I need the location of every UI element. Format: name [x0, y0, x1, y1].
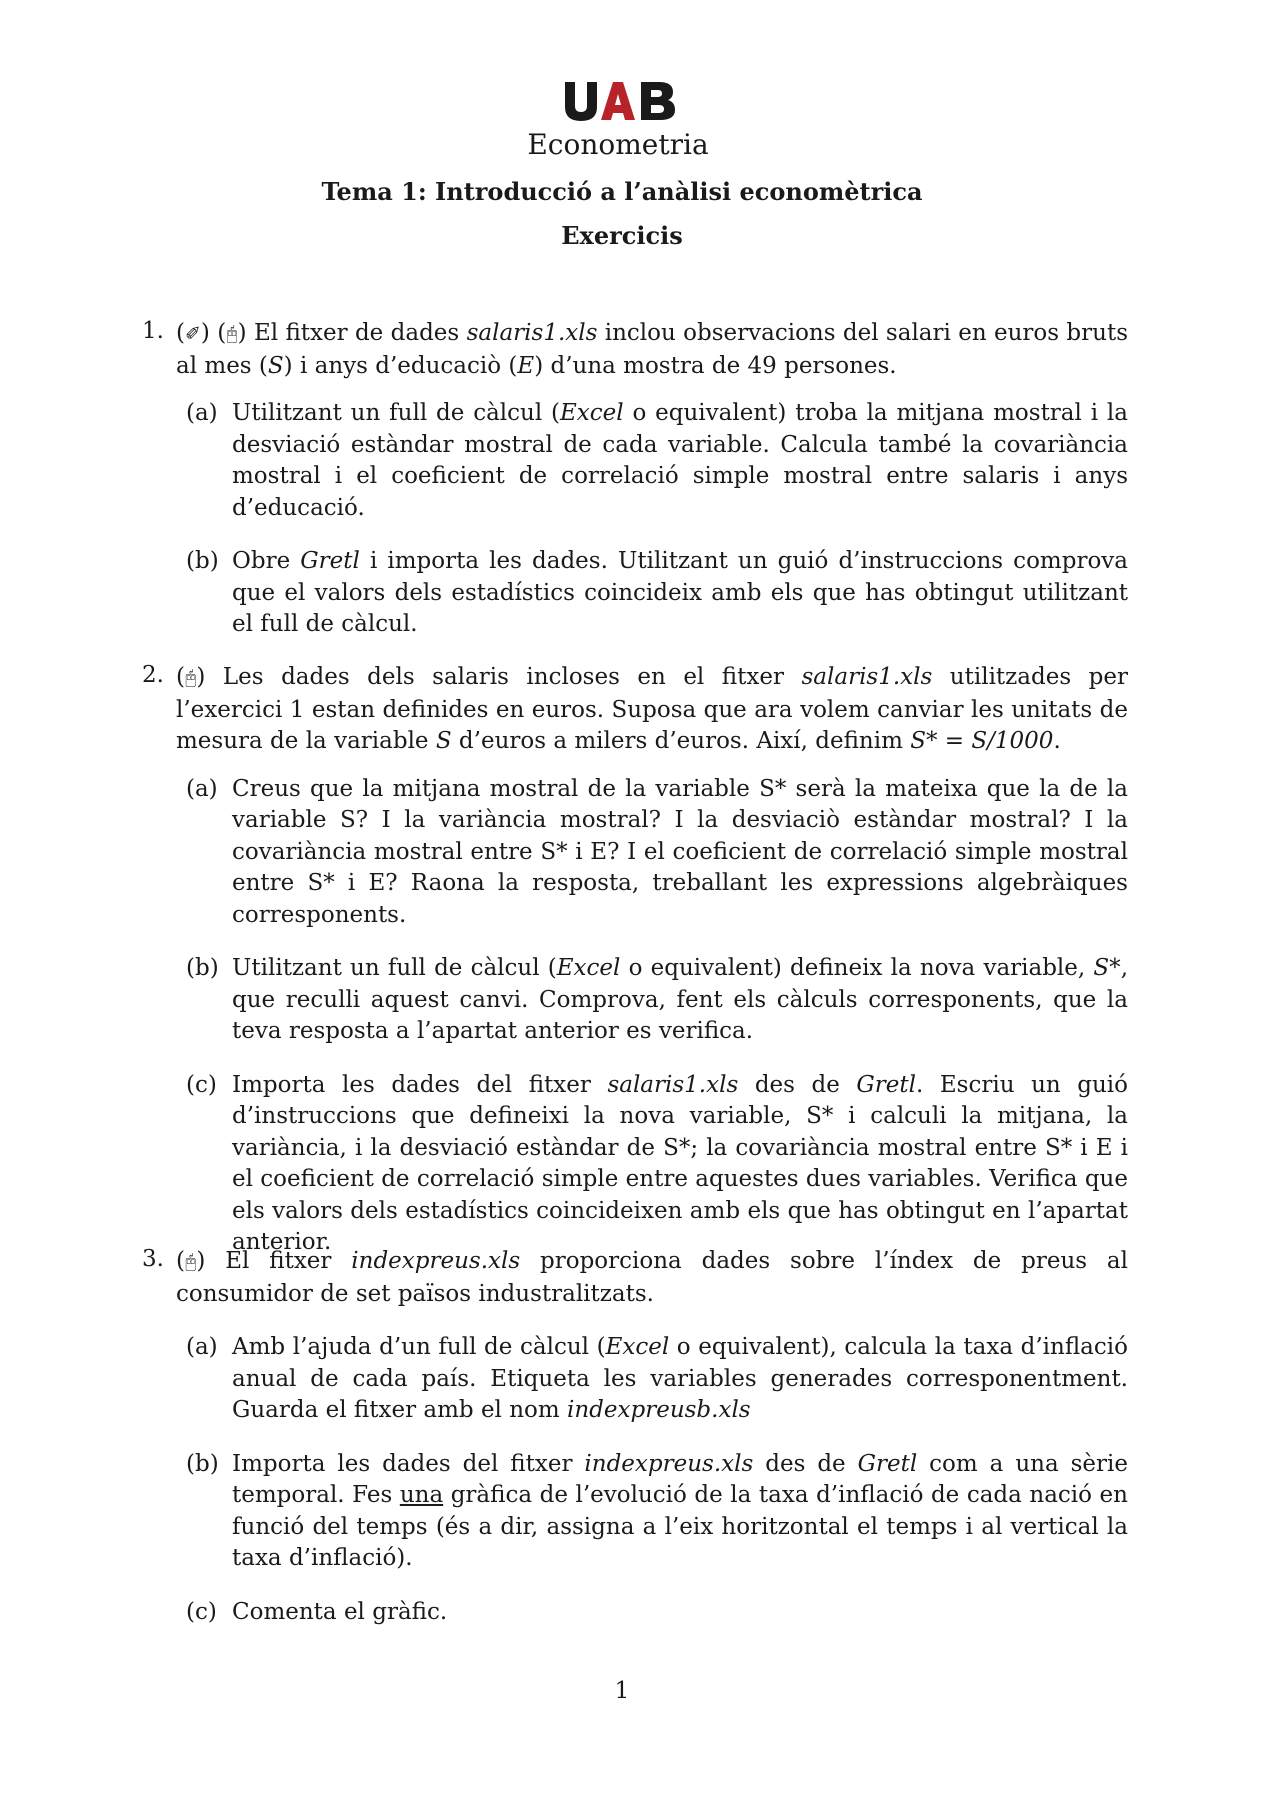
- part-label: (c): [186, 1071, 217, 1098]
- variable: S: [267, 352, 284, 379]
- part-text: Importa les dades del fitxer: [232, 1071, 608, 1098]
- exercise-part: [186, 398, 1128, 524]
- course-title: Econometria: [527, 128, 709, 161]
- exercise-statement: (✐) (🖰) El fitxer de dades salaris1.xls inclou observacions del salari en euros bruts al mes (S) i anys d’educaciò (E) d’una mostra de 49 persones.: [176, 320, 1128, 379]
- app-name: Gretl: [857, 1450, 918, 1477]
- statement-text: .: [1053, 728, 1061, 754]
- computer-icon: 🖰: [184, 667, 197, 689]
- file-name: indexpreus.xls: [351, 1248, 521, 1274]
- part-text: gràfica de l’evolució de la taxa d’inflació de cada nació en funció del temps (és a dir, assigna a l’eix horitzontal el temps i al vertical la taxa d’inflació).: [232, 1482, 1128, 1571]
- part-text: i importa les dades. Utilitzant un guió d’instruccions comprova que el valors dels estadístics coincideix amb els que has obtingut utilitzant el full de càlcul.: [232, 548, 1128, 637]
- exercise-part: [186, 1449, 1128, 1575]
- app-name: Gretl: [856, 1071, 916, 1098]
- part-text: Utilitzant un full de càlcul (: [232, 955, 557, 981]
- page-number: 1: [614, 1678, 630, 1704]
- statement-text: ) i anys d’educaciò (: [283, 352, 518, 379]
- part-label: (b): [186, 955, 219, 981]
- pencil-icon: ✐: [184, 323, 201, 345]
- part-text: des de: [738, 1071, 857, 1098]
- part-text: Amb l’ajuda d’un full de càlcul (: [232, 1334, 606, 1360]
- statement-text: inclou observacions del salari en euros bruts al mes (: [176, 320, 1128, 379]
- file-name: indexpreusb.xls: [567, 1397, 751, 1423]
- app-name: Gretl: [300, 548, 360, 574]
- exercise-number: 2.: [142, 662, 164, 688]
- exercise-1: [142, 318, 1128, 663]
- part-text: o equivalent) defineix la nova variable,: [620, 955, 1094, 981]
- statement-text: ) d’una mostra de 49 persones.: [534, 352, 897, 379]
- statement-text: estan definides en euros. Suposa que ara volem canviar les unitats de mesura de la variable: [176, 696, 1128, 754]
- exercise-part: [186, 1070, 1129, 1259]
- statement-text: d’euros a milers d’euros. Així, definim: [451, 728, 911, 754]
- exercise-statement: (🖰) El fitxer indexpreus.xls proporciona dades sobre l’índex de preus al consumidor de set països industralitzats.: [176, 1248, 1128, 1307]
- exercise-2: [142, 662, 1128, 1281]
- statement-text: utilitzades per l’exercici: [176, 664, 1128, 723]
- app-name: Excel: [605, 1334, 670, 1360]
- computer-icon: 🖰: [226, 323, 238, 345]
- exercise-parts: [142, 1332, 1128, 1628]
- part-text: . Escriu un guió d’instruccions que defineixi la nova variable, S* i calculi la mitjana, la variància, i la desviació estàndar de S*; la covariància mostral entre S* i E i el coeficient de correlació simple entre aquestes dues variables. Verifica que els valors dels estadístics coincideixen amb els que has obtingut en l’apartat anterior.: [232, 1071, 1129, 1255]
- uab-logo: [563, 80, 681, 122]
- uab-logo-mark: [565, 82, 675, 121]
- file-name: salaris1.xls: [607, 1071, 739, 1098]
- part-label: (a): [186, 775, 218, 802]
- statement-text: El fitxer de dades: [253, 320, 467, 346]
- part-label: (b): [186, 548, 219, 574]
- part-text: Importa les dades del fitxer: [232, 1450, 585, 1477]
- exercise-reference-link[interactable]: 1: [289, 696, 305, 723]
- exercise-statement: (🖰) Les dades dels salaris incloses en el fitxer salaris1.xls utilitzades per l’exercici 1 estan definides en euros. Suposa que ara volem canviar les unitats de mesura de la variable S d’euros a milers d’euros. Així, definim S* = S/1000.: [176, 664, 1128, 754]
- exercise-parts: [142, 774, 1128, 1259]
- part-label: (a): [186, 1334, 218, 1360]
- exercise-number: 3.: [142, 1246, 164, 1272]
- app-name: Excel: [560, 400, 624, 426]
- part-text: Comenta el gràfic.: [232, 1598, 448, 1625]
- underlined-word: una: [399, 1482, 444, 1508]
- part-text: Creus que la mitjana mostral de la variable S* serà la mateixa que la de la variable S? I la variància mostral? I la desviaciò estàndar mostral? I la covariància mostral entre S* i E? I el coeficient de correlació simple mostral entre S* i E? Raona la resposta, treballant les expressions algebràiques corresponents.: [232, 775, 1128, 928]
- statement-text: Les dades dels salaris incloses en el fitxer: [222, 664, 802, 690]
- part-text: Utilitzant un full de càlcul (: [232, 400, 561, 426]
- exercise-part: [186, 1597, 1128, 1629]
- variable: E: [517, 352, 535, 379]
- exercise-number: 1.: [142, 318, 164, 344]
- variable: S*: [1093, 955, 1121, 981]
- statement-text: El fitxer: [225, 1248, 352, 1274]
- part-text: Obre: [232, 548, 301, 574]
- part-label: (a): [186, 400, 218, 426]
- file-name: salaris1.xls: [801, 664, 933, 690]
- exercise-part: [186, 774, 1128, 932]
- exercise-3: [142, 1246, 1128, 1650]
- exercise-part: [186, 1332, 1128, 1427]
- part-text: , que reculli aquest canvi. Comprova, fent els càlculs corresponents, que la teva resposta a l’apartat anterior es verifica.: [232, 955, 1128, 1044]
- part-text: o equivalent), calcula la taxa d’inflació anual de cada país. Etiqueta les variables generades corresponentment. Guarda el fitxer amb el nom: [232, 1334, 1128, 1423]
- topic-title: Tema 1: Introducció a l’anàlisi economètrica: [321, 177, 923, 206]
- part-text: o equivalent) troba la mitjana mostral i la desviació estàndar mostral de cada variable. Calcula també la covariància mostral i el coeficient de correlació simple mostral entre salaris i anys d’educació.: [232, 400, 1128, 521]
- file-name: indexpreus.xls: [584, 1450, 754, 1477]
- part-label: (c): [186, 1598, 217, 1625]
- part-text: com a una sèrie temporal. Fes: [232, 1450, 1128, 1508]
- app-name: Excel: [556, 955, 621, 981]
- variable: S: [435, 728, 452, 754]
- file-name: salaris1.xls: [466, 320, 598, 346]
- part-text: des de: [753, 1450, 858, 1477]
- section-subtitle: Exercicis: [561, 221, 683, 250]
- computer-icon: 🖰: [184, 1251, 197, 1273]
- part-label: (b): [186, 1450, 219, 1477]
- exercise-part: [186, 546, 1128, 641]
- formula: S* = S/1000: [910, 728, 1054, 754]
- exercise-parts: [142, 398, 1128, 641]
- exercise-part: [186, 953, 1128, 1048]
- statement-text: proporciona dades sobre l’índex de preus al consumidor de set països industralitzats.: [176, 1248, 1128, 1307]
